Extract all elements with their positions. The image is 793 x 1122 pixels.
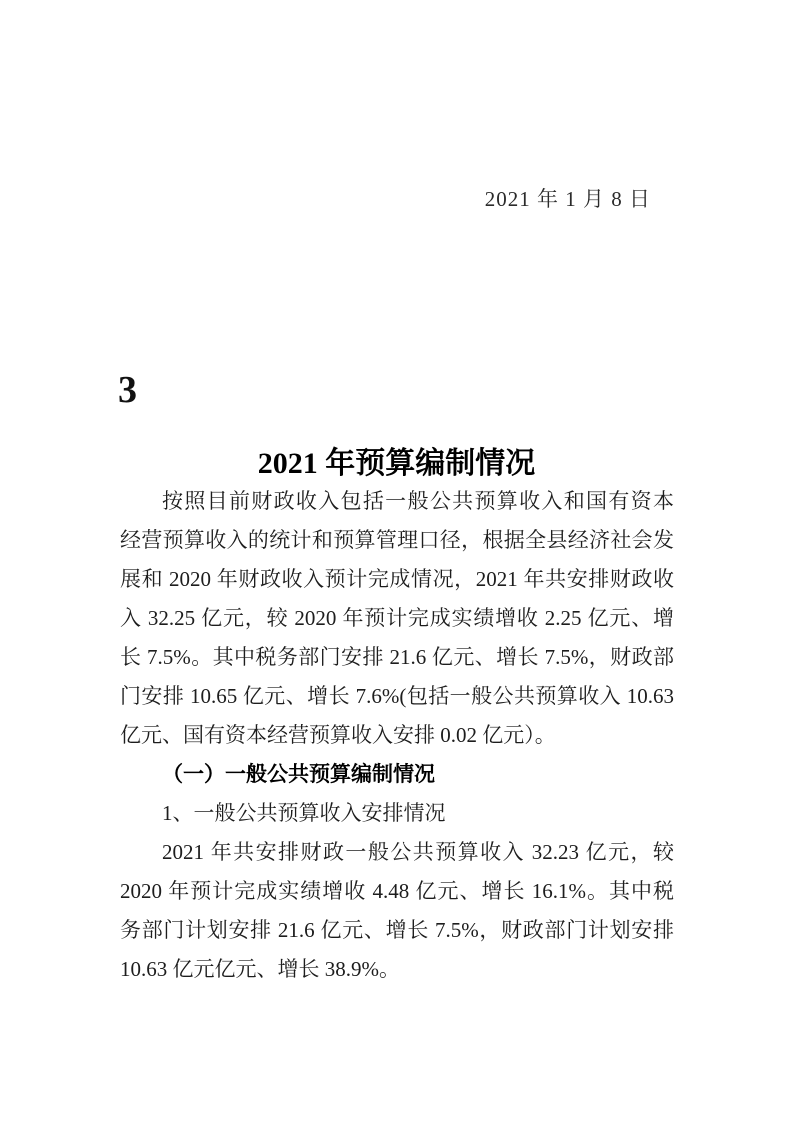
paragraph2-line-1: 2021 年共安排财政一般公共预算收入 32.23 亿元，较 (162, 840, 674, 864)
page-section-number: 3 (118, 369, 137, 411)
document-body (120, 482, 674, 989)
paragraph1-line-5: 长 7.5%。其中税务部门安排 21.6 亿元、增长 7.5%，财政部 (120, 645, 674, 669)
section-heading-1: （一）一般公共预算编制情况 (162, 762, 435, 786)
paragraph1-line-6: 门安排 10.65 亿元、增长 7.6%(包括一般公共预算收入 10.63 (120, 684, 674, 708)
paragraph1-line-7: 亿元、国有资本经营预算收入安排 0.02 亿元）。 (120, 723, 556, 747)
paragraph1-line-3: 展和 2020 年财政收入预计完成情况，2021 年共安排财政收 (120, 567, 674, 591)
paragraph2-line-4: 10.63 亿元亿元、增长 38.9%。 (120, 957, 400, 981)
document-date: 2021 年 1 月 8 日 (484, 187, 651, 211)
paragraph2-line-2: 2020 年预计完成实绩增收 4.48 亿元、增长 16.1%。其中税 (120, 879, 674, 903)
paragraph2-line-3: 务部门计划安排 21.6 亿元、增长 7.5%，财政部门计划安排 (120, 918, 674, 942)
document-title: 2021 年预算编制情况 (257, 447, 536, 480)
paragraph1-line-2: 经营预算收入的统计和预算管理口径，根据全县经济社会发 (120, 528, 674, 552)
paragraph1-line-4: 入 32.25 亿元，较 2020 年预计完成实绩增收 2.25 亿元、增 (120, 606, 674, 630)
subsection-heading-1-1: 1、一般公共预算收入安排情况 (162, 801, 446, 825)
paragraph1-line-1: 按照目前财政收入包括一般公共预算收入和国有资本 (162, 489, 674, 513)
